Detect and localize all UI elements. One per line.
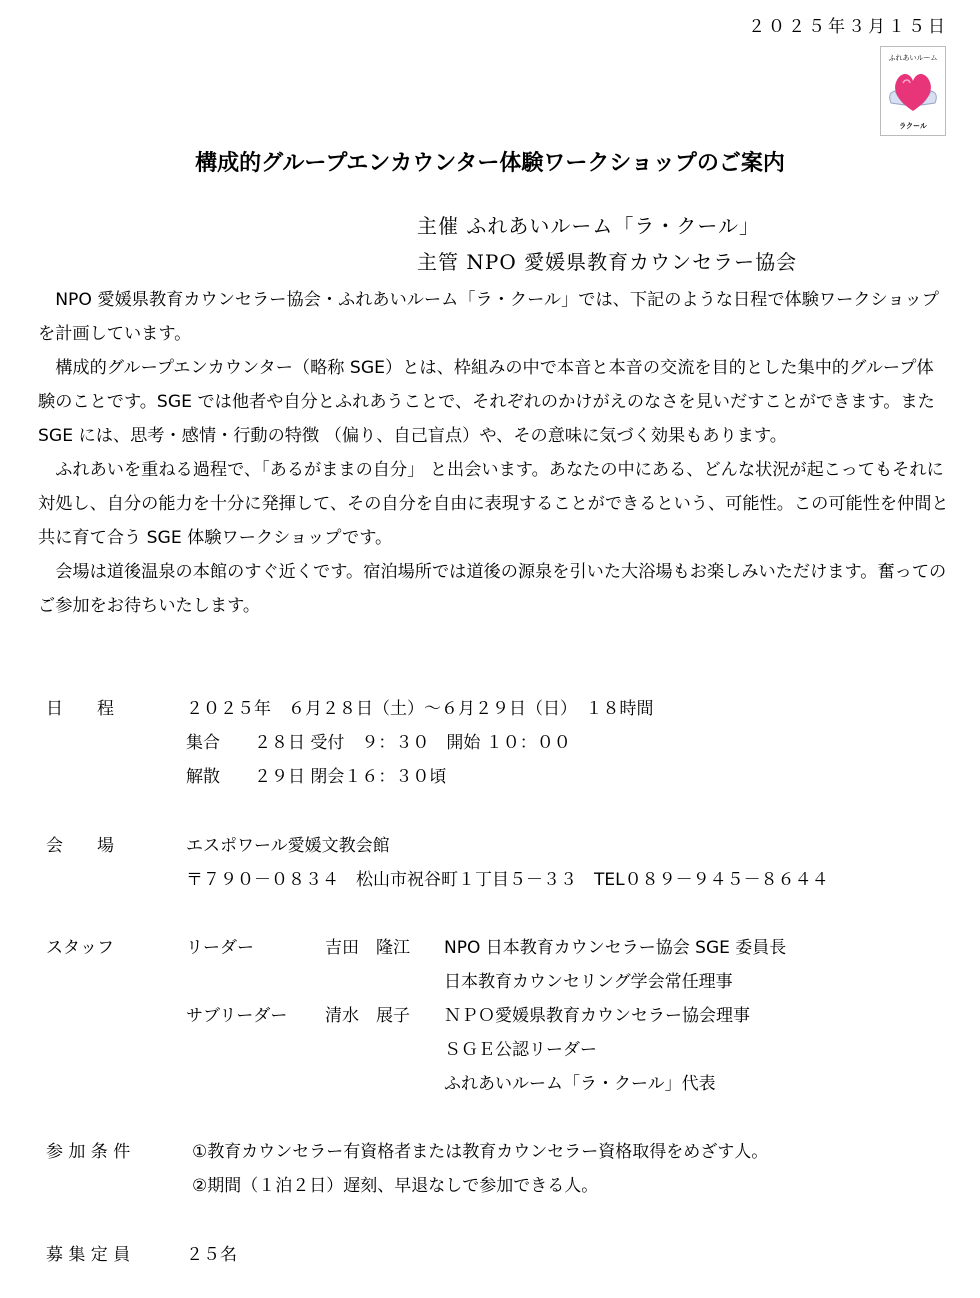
condition-item-1: ①教育カウンセラー有資格者または教育カウンセラー資格取得をめざす人。	[192, 1142, 769, 1162]
schedule-gather: 集合 ２８日 受付 ９：３０ 開始 １０：００	[186, 733, 571, 753]
staff-label: スタッフ	[46, 938, 114, 958]
intro-paragraph-1: NPO 愛媛県教育カウンセラー協会・ふれあいルーム「ラ・クール」では、下記のような日程で体験ワークショップを計画しています。	[38, 290, 939, 344]
schedule-dismiss: 解散 ２９日 閉会１６：３０頃	[186, 767, 447, 787]
venue-label: 会 場	[46, 836, 114, 856]
leader-role: リーダー	[186, 938, 254, 958]
capacity-label: 募 集 定 員	[46, 1245, 131, 1265]
intro-paragraph-2: 構成的グループエンカウンター（略称 SGE）とは、枠組みの中で本音と本音の交流を目的とした集中的グループ体験のことです。SGE では他者や自分とふれあうことで、それぞれのかけがえのなさを見いだすことができます。また SGE には、思考・感情・行動の特徴 （偏り、自己盲点）や、その意味に気づく効果もあります。	[38, 358, 935, 446]
subleader-title-3: ふれあいルーム「ラ・クール」代表	[444, 1074, 716, 1094]
subleader-title-1: ＮＰＯ愛媛県教育カウンセラー協会理事	[444, 1006, 750, 1026]
subleader-title-2: ＳＧＥ公認リーダー	[444, 1040, 597, 1060]
host-line: 主催 ふれあいルーム「ラ・クール」	[417, 214, 760, 238]
page-title: 構成的グループエンカウンター体験ワークショップのご案内	[195, 151, 785, 176]
leader-name: 吉田 隆江	[325, 938, 410, 958]
intro-paragraph-3: ふれあいを重ねる過程で、「あるがままの自分」 と出会います。あなたの中にある、どんな状況が起こってもそれに対処し、自分の能力を十分に発揮して、その自分を自由に表現することができるという、可能性。この可能性を仲間と共に育て合う SGE 体験ワークショップです。	[38, 460, 949, 548]
logo-top-text: ふれあいルーム	[888, 54, 938, 62]
capacity-value: ２５名	[186, 1245, 237, 1265]
intro-text	[38, 283, 950, 623]
leader-title-1: NPO 日本教育カウンセラー協会 SGE 委員長	[444, 938, 787, 958]
document-date: ２０２５年３月１５日	[748, 17, 948, 37]
conditions-label: 参 加 条 件	[46, 1142, 131, 1162]
schedule-label: 日 程	[46, 699, 114, 719]
logo-bottom-text: ラクール	[899, 122, 927, 130]
subleader-role: サブリーダー	[186, 1006, 288, 1026]
condition-item-2: ②期間（１泊２日）遅刻、早退なしで参加できる人。	[192, 1176, 599, 1196]
heart-wings-icon	[885, 63, 941, 121]
subleader-name: 清水 展子	[325, 1006, 410, 1026]
manage-line: 主管 NPO 愛媛県教育カウンセラー協会	[417, 250, 798, 274]
la-coeur-logo	[880, 46, 946, 136]
venue-name: エスポワール愛媛文教会館	[186, 836, 390, 856]
intro-paragraph-4: 会場は道後温泉の本館のすぐ近くです。宿泊場所では道後の源泉を引いた大浴場もお楽しみいただけます。奮ってのご参加をお待ちいたします。	[38, 562, 947, 616]
leader-title-2: 日本教育カウンセリング学会常任理事	[444, 972, 733, 992]
schedule-main: ２０２５年 ６月２８日（土）～６月２９日（日） １８時間	[186, 699, 654, 719]
venue-address: 〒７９０－０８３４ 松山市祝谷町１丁目５－３３ TEL０８９－９４５－８６４４	[186, 870, 829, 890]
